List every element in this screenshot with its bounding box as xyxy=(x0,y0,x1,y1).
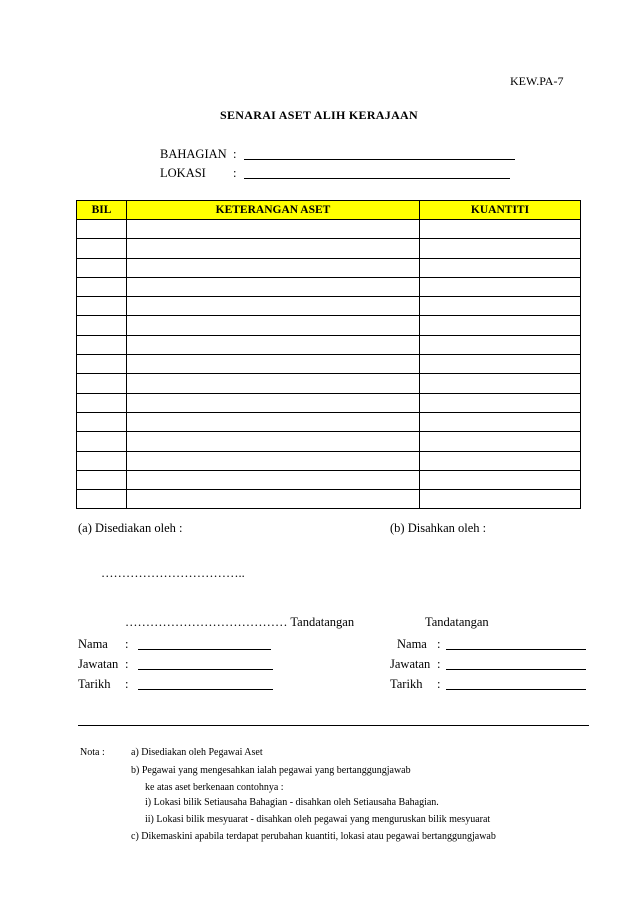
column-header-bil: BIL xyxy=(77,201,127,220)
bil-cell[interactable] xyxy=(77,490,127,509)
lokasi-label: LOKASI xyxy=(160,166,206,180)
kuantiti-cell[interactable] xyxy=(420,277,581,296)
kuantiti-cell[interactable] xyxy=(420,412,581,431)
keterangan-cell[interactable] xyxy=(127,316,420,335)
divider-line xyxy=(78,725,589,726)
table-row xyxy=(77,277,581,296)
kuantiti-cell[interactable] xyxy=(420,393,581,412)
kuantiti-cell[interactable] xyxy=(420,239,581,258)
note-line-a: a) Disediakan oleh Pegawai Aset xyxy=(131,747,263,758)
left-jawatan-label: Jawatan xyxy=(78,657,119,671)
bil-cell[interactable] xyxy=(77,277,127,296)
keterangan-cell[interactable] xyxy=(127,470,420,489)
bil-cell[interactable] xyxy=(77,393,127,412)
bil-cell[interactable] xyxy=(77,258,127,277)
keterangan-cell[interactable] xyxy=(127,277,420,296)
form-code: KEW.PA-7 xyxy=(510,74,564,88)
left-tarikh-label: Tarikh xyxy=(78,677,111,691)
keterangan-cell[interactable] xyxy=(127,258,420,277)
bahagian-label: BAHAGIAN xyxy=(160,147,227,161)
right-jawatan-label: Jawatan xyxy=(390,657,431,671)
table-row xyxy=(77,412,581,431)
kuantiti-cell[interactable] xyxy=(420,335,581,354)
lokasi-input-line[interactable] xyxy=(244,178,510,179)
keterangan-cell[interactable] xyxy=(127,220,420,239)
bil-cell[interactable] xyxy=(77,451,127,470)
left-jawatan-sep: : xyxy=(125,657,129,671)
bil-cell[interactable] xyxy=(77,220,127,239)
prepared-by-heading: (a) Disediakan oleh : xyxy=(78,521,183,535)
asset-table xyxy=(76,200,581,509)
bil-cell[interactable] xyxy=(77,412,127,431)
kuantiti-cell[interactable] xyxy=(420,220,581,239)
note-line-i: i) Lokasi bilik Setiausaha Bahagian - disahkan oleh Setiausaha Bahagian. xyxy=(145,797,439,808)
right-jawatan-input-line[interactable] xyxy=(446,669,586,670)
table-row xyxy=(77,432,581,451)
bil-cell[interactable] xyxy=(77,297,127,316)
right-tarikh-sep: : xyxy=(437,677,441,691)
kuantiti-cell[interactable] xyxy=(420,432,581,451)
right-jawatan-sep: : xyxy=(437,657,441,671)
approved-signature-label: Tandatangan xyxy=(425,615,489,629)
approved-by-heading: (b) Disahkan oleh : xyxy=(390,521,487,535)
bil-cell[interactable] xyxy=(77,316,127,335)
notes-label: Nota : xyxy=(80,747,105,758)
kuantiti-cell[interactable] xyxy=(420,297,581,316)
table-row xyxy=(77,335,581,354)
keterangan-cell[interactable] xyxy=(127,490,420,509)
kuantiti-cell[interactable] xyxy=(420,374,581,393)
bahagian-sep: : xyxy=(233,147,237,161)
note-line-b: b) Pegawai yang mengesahkan ialah pegawai yang bertanggungjawab xyxy=(131,765,411,776)
table-row xyxy=(77,451,581,470)
table-row xyxy=(77,470,581,489)
keterangan-cell[interactable] xyxy=(127,374,420,393)
left-tarikh-input-line[interactable] xyxy=(138,689,273,690)
table-row xyxy=(77,393,581,412)
bil-cell[interactable] xyxy=(77,374,127,393)
bil-cell[interactable] xyxy=(77,239,127,258)
left-nama-label: Nama xyxy=(78,637,108,651)
kuantiti-cell[interactable] xyxy=(420,490,581,509)
right-tarikh-input-line[interactable] xyxy=(446,689,586,690)
lokasi-sep: : xyxy=(233,166,237,180)
table-row xyxy=(77,297,581,316)
bil-cell[interactable] xyxy=(77,335,127,354)
right-nama-sep: : xyxy=(437,637,441,651)
bahagian-input-line[interactable] xyxy=(244,159,515,160)
keterangan-cell[interactable] xyxy=(127,393,420,412)
kuantiti-cell[interactable] xyxy=(420,316,581,335)
table-row xyxy=(77,258,581,277)
kuantiti-cell[interactable] xyxy=(420,355,581,374)
bil-cell[interactable] xyxy=(77,355,127,374)
prepared-signature-line: ………………………………… Tandatangan xyxy=(125,615,355,629)
left-jawatan-input-line[interactable] xyxy=(138,669,273,670)
column-header-kuantiti: KUANTITI xyxy=(420,201,581,220)
keterangan-cell[interactable] xyxy=(127,412,420,431)
table-row xyxy=(77,490,581,509)
keterangan-cell[interactable] xyxy=(127,432,420,451)
keterangan-cell[interactable] xyxy=(127,239,420,258)
note-line-ii: ii) Lokasi bilik mesyuarat - disahkan oleh pegawai yang menguruskan bilik mesyuarat xyxy=(145,814,491,825)
column-header-keterangan: KETERANGAN ASET xyxy=(127,201,420,220)
table-row xyxy=(77,355,581,374)
table-header-row xyxy=(77,201,581,220)
kuantiti-cell[interactable] xyxy=(420,258,581,277)
note-line-c: c) Dikemaskini apabila terdapat perubahan kuantiti, lokasi atau pegawai bertanggungjawab xyxy=(131,831,496,842)
right-nama-input-line[interactable] xyxy=(446,649,586,650)
table-body xyxy=(77,220,581,509)
left-nama-sep: : xyxy=(125,637,129,651)
left-tarikh-sep: : xyxy=(125,677,129,691)
page-title: SENARAI ASET ALIH KERAJAAN xyxy=(220,108,418,122)
table-row xyxy=(77,374,581,393)
table-row xyxy=(77,239,581,258)
prepared-dots-line: …………………………….. xyxy=(101,566,245,580)
bil-cell[interactable] xyxy=(77,432,127,451)
keterangan-cell[interactable] xyxy=(127,355,420,374)
table-row xyxy=(77,220,581,239)
bil-cell[interactable] xyxy=(77,470,127,489)
right-nama-label: Nama xyxy=(397,637,427,651)
keterangan-cell[interactable] xyxy=(127,297,420,316)
keterangan-cell[interactable] xyxy=(127,451,420,470)
left-nama-input-line[interactable] xyxy=(138,649,271,650)
keterangan-cell[interactable] xyxy=(127,335,420,354)
kuantiti-cell[interactable] xyxy=(420,451,581,470)
note-line-b-cont: ke atas aset berkenaan contohnya : xyxy=(145,782,284,793)
table-row xyxy=(77,316,581,335)
right-tarikh-label: Tarikh xyxy=(390,677,423,691)
kuantiti-cell[interactable] xyxy=(420,470,581,489)
